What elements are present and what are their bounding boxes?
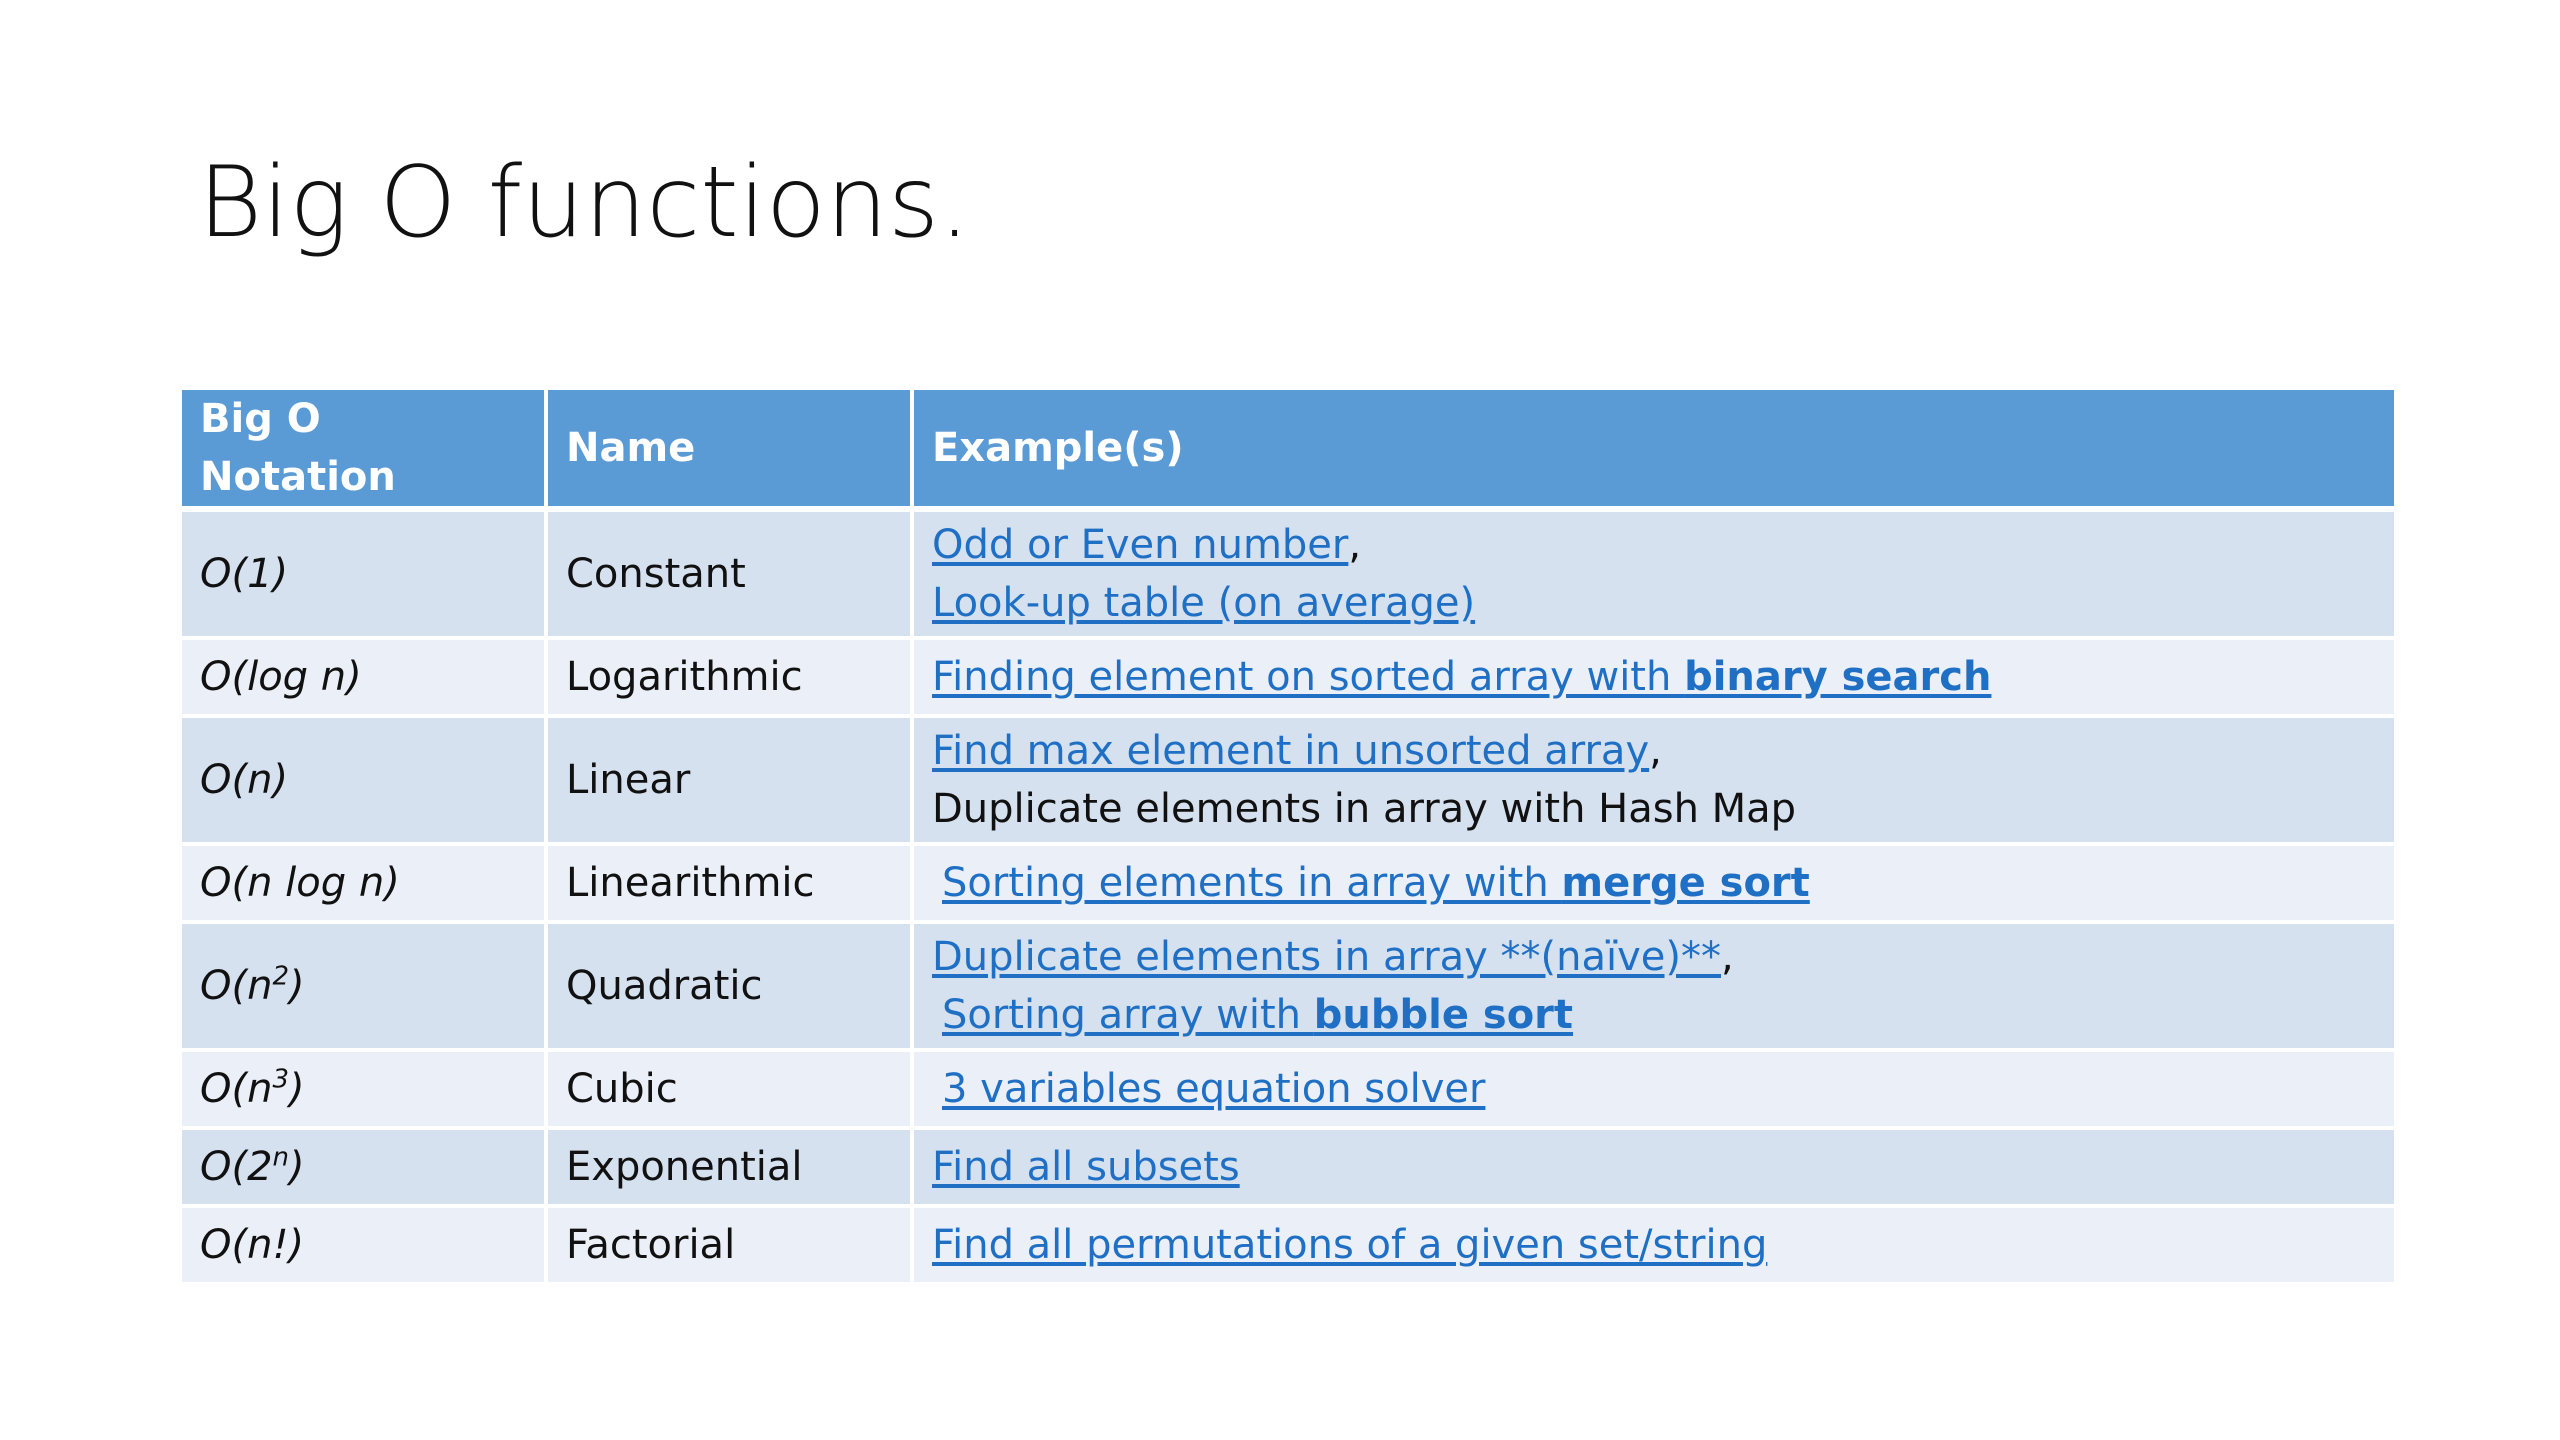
example-link[interactable]: Find all permutations of a given set/string [932, 1222, 1768, 1268]
table-row [180, 1128, 2396, 1206]
examples-cell [912, 509, 2396, 638]
example-link[interactable] [932, 992, 1573, 1038]
notation-exponent: n [272, 1142, 290, 1173]
name-cell: Linear [546, 716, 912, 844]
header-notation: Big O Notation [180, 388, 546, 509]
example-link[interactable]: Odd or Even number [932, 522, 1349, 568]
header-name: Name [546, 388, 912, 509]
table-row [180, 922, 2396, 1050]
example-link[interactable]: Find all subsets [932, 1144, 1240, 1190]
example-link-bold: bubble sort [1313, 992, 1574, 1038]
notation-cell [180, 1050, 546, 1128]
notation-base: O(n [200, 963, 273, 1009]
example-link[interactable]: Look-up table (on average) [932, 580, 1476, 626]
name-cell: Exponential [546, 1128, 912, 1206]
notation-close: ) [289, 963, 305, 1009]
name-cell: Factorial [546, 1206, 912, 1284]
name-cell: Linearithmic [546, 844, 912, 922]
big-o-table [178, 386, 2398, 1286]
table-row [180, 509, 2396, 638]
notation-cell: O(n log n) [180, 844, 546, 922]
notation-close: ) [289, 1144, 305, 1190]
slide-title: Big O functions. [198, 146, 971, 260]
separator: , [1721, 934, 1734, 980]
notation-base: O(2 [200, 1144, 273, 1190]
notation-cell: O(log n) [180, 638, 546, 716]
example-link[interactable] [932, 860, 1810, 906]
notation-exponent: 3 [272, 1064, 289, 1095]
table-row [180, 716, 2396, 844]
examples-cell [912, 716, 2396, 844]
example-link[interactable]: Duplicate elements in array **(naïve)** [932, 934, 1722, 980]
example-link-text: Finding element on sorted array with [932, 654, 1685, 700]
example-link[interactable]: 3 variables equation solver [942, 1066, 1486, 1112]
table-header-row [180, 388, 2396, 509]
notation-exponent: 2 [272, 961, 289, 992]
examples-cell [912, 922, 2396, 1050]
notation-cell [180, 922, 546, 1050]
examples-cell [912, 638, 2396, 716]
examples-cell [912, 1128, 2396, 1206]
example-link-text: Sorting array with [942, 992, 1314, 1038]
notation-cell: O(n) [180, 716, 546, 844]
notation-cell: O(n!) [180, 1206, 546, 1284]
example-link-bold: merge sort [1561, 860, 1810, 906]
table-row [180, 1050, 2396, 1128]
example-link[interactable]: Find max element in unsorted array [932, 728, 1650, 774]
example-text: Duplicate elements in array with Hash Map [932, 786, 1797, 832]
notation-base: O(n [200, 1066, 273, 1112]
examples-cell [912, 1050, 2396, 1128]
examples-cell [912, 1206, 2396, 1284]
table-row [180, 638, 2396, 716]
example-link-text: Sorting elements in array with [942, 860, 1562, 906]
separator: , [1348, 522, 1362, 568]
notation-cell [180, 1128, 546, 1206]
notation-cell: O(1) [180, 509, 546, 638]
examples-cell [912, 844, 2396, 922]
header-examples: Example(s) [912, 388, 2396, 509]
table-row [180, 1206, 2396, 1284]
name-cell: Cubic [546, 1050, 912, 1128]
notation-close: ) [289, 1066, 305, 1112]
example-link-bold: binary search [1684, 654, 1992, 700]
example-link[interactable] [932, 654, 1991, 700]
name-cell: Logarithmic [546, 638, 912, 716]
name-cell: Constant [546, 509, 912, 638]
name-cell: Quadratic [546, 922, 912, 1050]
table-row [180, 844, 2396, 922]
separator: , [1649, 728, 1662, 774]
